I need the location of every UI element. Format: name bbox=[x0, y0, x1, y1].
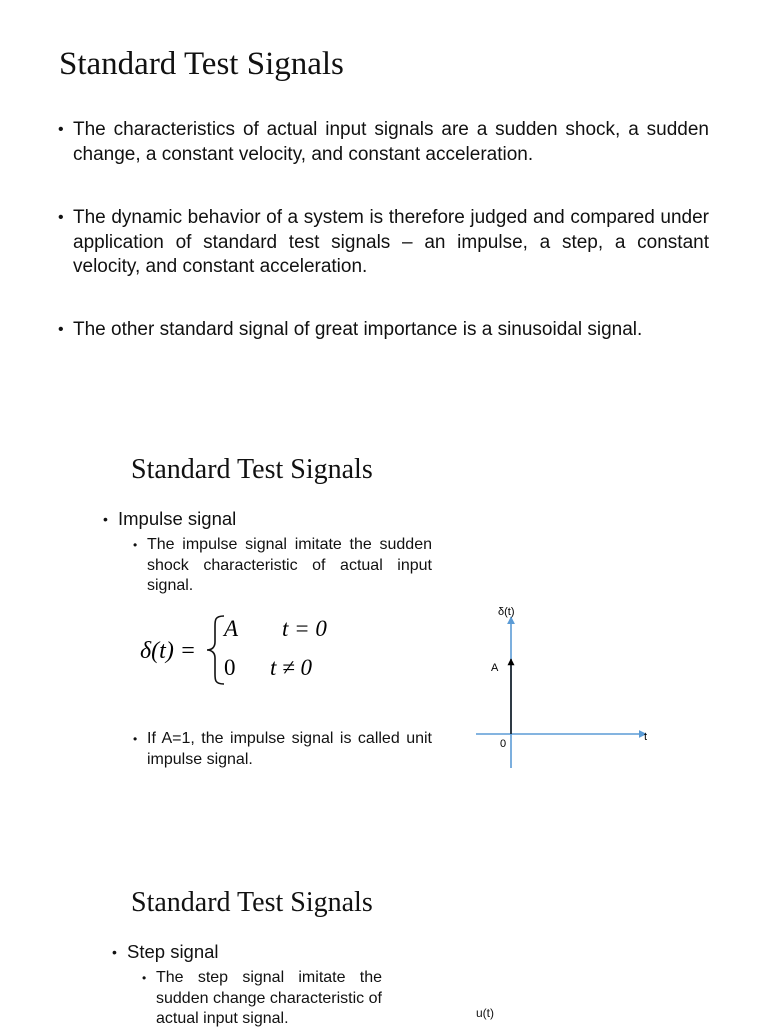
bullet-dot: • bbox=[58, 321, 64, 338]
slide3-title: Standard Test Signals bbox=[131, 887, 373, 918]
bullet-dot: • bbox=[58, 209, 64, 226]
step-signal-bullet bbox=[112, 940, 219, 964]
bullet-text: The step signal imitate the sudden change characteristic of actual input signal. bbox=[156, 969, 382, 1027]
impulse-description bbox=[133, 535, 432, 597]
bullet-text: The characteristics of actual input signals are a sudden shock, a sudden change, a constant velocity, and constant acceleration. bbox=[73, 119, 709, 165]
slide1-bullet-1 bbox=[58, 118, 709, 167]
bullet-text: The other standard signal of great importance is a sinusoidal signal. bbox=[73, 319, 643, 340]
y-axis-label: δ(t) bbox=[498, 606, 515, 618]
case2-condition: t ≠ 0 bbox=[270, 655, 313, 680]
unit-impulse-note bbox=[133, 729, 432, 770]
case1-value: A bbox=[224, 616, 239, 641]
bullet-dot: • bbox=[103, 511, 108, 527]
bullet-dot: • bbox=[133, 732, 138, 746]
step-description bbox=[142, 968, 382, 1030]
bullet-dot: • bbox=[133, 538, 138, 552]
formula-lhs: δ(t) = bbox=[140, 638, 197, 664]
bullet-dot: • bbox=[142, 971, 147, 985]
bullet-text: Impulse signal bbox=[118, 508, 237, 529]
slide1-title: Standard Test Signals bbox=[59, 46, 344, 82]
case2-value: 0 bbox=[224, 655, 236, 680]
bullet-text: Step signal bbox=[127, 941, 219, 962]
amplitude-label: A bbox=[491, 662, 499, 674]
bullet-dot: • bbox=[112, 944, 117, 960]
x-axis-label: t bbox=[644, 731, 648, 743]
bullet-text: The dynamic behavior of a system is therefore judged and compared under application of standard test signals – an impulse, a step, a constant velocity, and constant acceleration. bbox=[73, 207, 709, 277]
bullet-text: If A=1, the impulse signal is called unit impulse signal. bbox=[147, 730, 432, 768]
case1-condition: t = 0 bbox=[282, 616, 327, 641]
origin-label: 0 bbox=[500, 738, 507, 750]
bullet-dot: • bbox=[58, 121, 64, 138]
slide2-title: Standard Test Signals bbox=[131, 454, 373, 485]
impulse-graph bbox=[470, 600, 670, 775]
impulse-formula bbox=[138, 612, 348, 688]
slide1-bullet-2 bbox=[58, 206, 709, 280]
step-graph-y-label: u(t) bbox=[476, 1006, 494, 1020]
bullet-text: The impulse signal imitate the sudden shock characteristic of actual input signal. bbox=[147, 536, 432, 594]
slide1-bullet-3 bbox=[58, 318, 709, 343]
impulse-signal-bullet bbox=[103, 507, 237, 531]
brace-icon bbox=[207, 616, 224, 684]
